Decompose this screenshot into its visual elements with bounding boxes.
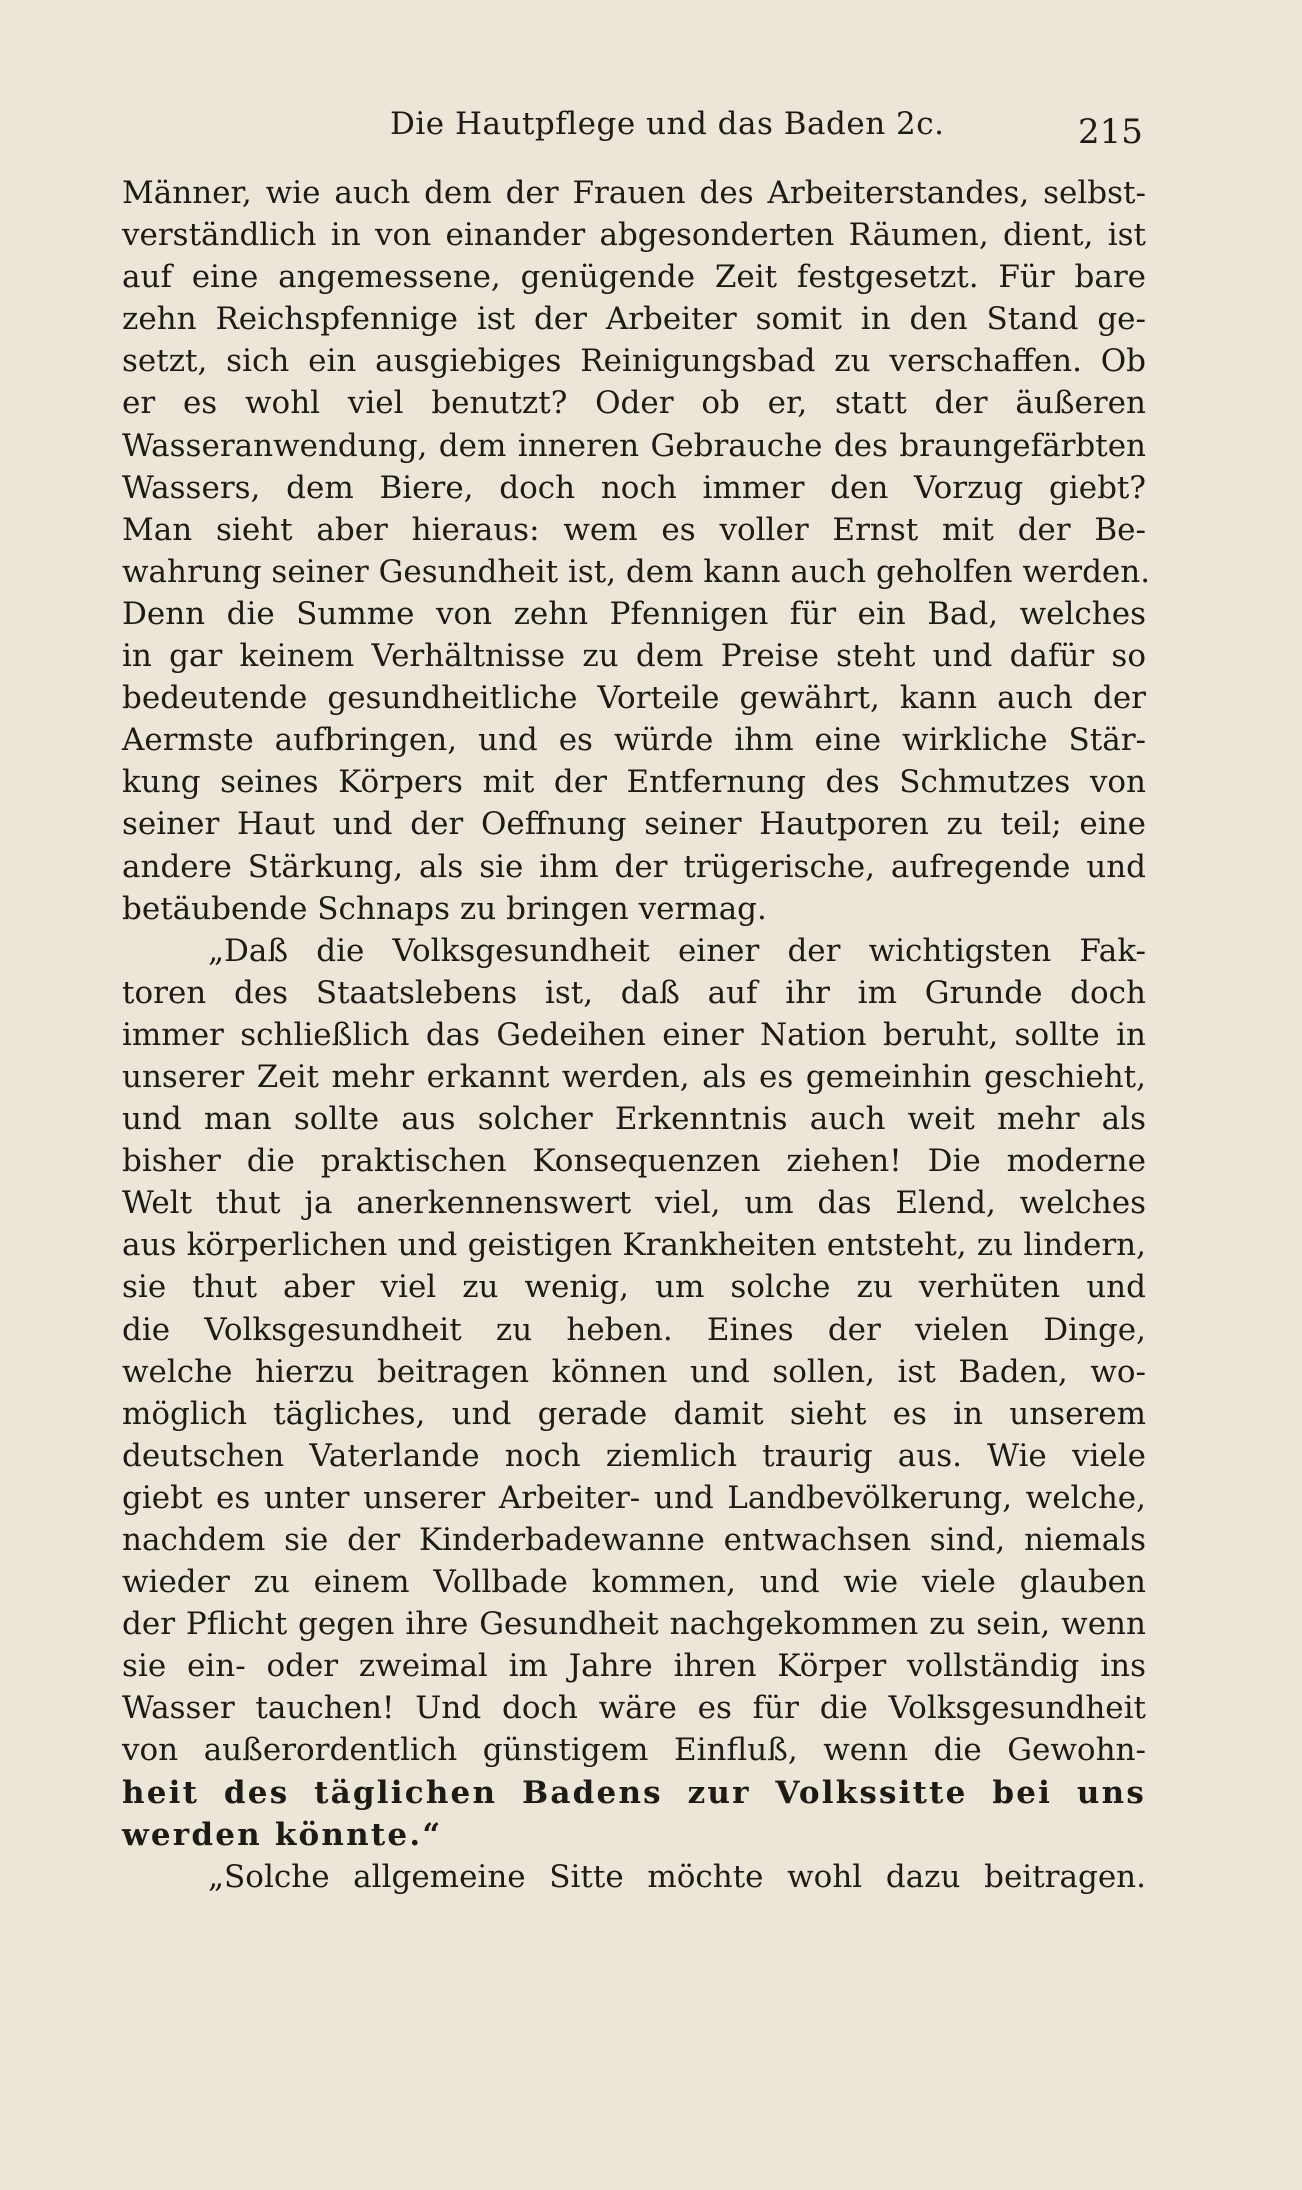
text-line: „Daß die Volksgesundheit einer der wichtigsten Fak- <box>208 932 1146 969</box>
text-line: möglich tägliches, und gerade damit sieht es in unserem <box>122 1395 1146 1432</box>
text-line: sie ein- oder zweimal im Jahre ihren Körper vollständig ins <box>122 1648 1146 1685</box>
text-line: setzt, sich ein ausgiebiges Reinigungsbad zu verschaffen. Ob <box>122 343 1146 380</box>
text-line: Denn die Summe von zehn Pfennigen für ein Bad, welches <box>122 595 1146 632</box>
text-line: Wasseranwendung, dem inneren Gebrauche des braungefärbten <box>122 427 1146 464</box>
text-line: die Volksgesundheit zu heben. Eines der vielen Dinge, <box>122 1311 1146 1348</box>
text-line: von außerordentlich günstigem Einfluß, wenn die Gewohn- <box>122 1732 1146 1769</box>
text-line: bisher die praktischen Konsequenzen ziehen! Die moderne <box>122 1143 1146 1180</box>
text-line: giebt es unter unserer Arbeiter- und Landbevölkerung, welche, <box>122 1479 1146 1516</box>
text-line: bedeutende gesundheitliche Vorteile gewährt, kann auch der <box>122 680 1146 717</box>
text-line: auf eine angemessene, genügende Zeit festgesetzt. Für bare <box>122 259 1146 296</box>
text-line: Welt thut ja anerkennenswert viel, um das Elend, welches <box>122 1185 1146 1222</box>
page-number: 215 <box>1078 112 1143 152</box>
text-line: nachdem sie der Kinderbadewanne entwachsen sind, niemals <box>122 1522 1146 1558</box>
text-line: aus körperlichen und geistigen Krankheiten entsteht, zu lindern, <box>122 1227 1146 1264</box>
text-line: kung seines Körpers mit der Entfernung des Schmutzes von <box>122 764 1146 801</box>
text-line: Wassers, dem Biere, doch noch immer den Vorzug giebt? <box>122 469 1146 506</box>
text-line: wahrung seiner Gesundheit ist, dem kann auch geholfen werden. <box>122 553 1151 590</box>
text-line: wieder zu einem Vollbade kommen, und wie viele glauben <box>122 1564 1146 1601</box>
text-line: seiner Haut und der Oeffnung seiner Hautporen zu teil; eine <box>122 806 1146 843</box>
text-line: der Pflicht gegen ihre Gesundheit nachgekommen zu sein, wenn <box>122 1606 1146 1643</box>
text-line: betäubende Schnaps zu bringen vermag. <box>122 890 767 927</box>
text-line: Man sieht aber hieraus: wem es voller Ernst mit der Be- <box>122 511 1146 548</box>
text-line: heit des täglichen Badens zur Volkssitte bei uns <box>122 1774 1146 1811</box>
body-text <box>122 172 1151 1898</box>
text-line: „Solche allgemeine Sitte möchte wohl dazu beitragen. <box>208 1858 1146 1895</box>
text-line: er es wohl viel benutzt? Oder ob er, statt der äußeren <box>122 385 1146 422</box>
text-line: verständlich in von einander abgesonderten Räumen, dient, ist <box>122 217 1146 254</box>
text-line: und man sollte aus solcher Erkenntnis auch weit mehr als <box>122 1101 1146 1138</box>
text-line: andere Stärkung, als sie ihm der trügerische, aufregende und <box>122 848 1146 885</box>
text-line: werden könnte.“ <box>122 1816 443 1853</box>
text-line: in gar keinem Verhältnisse zu dem Preise steht und dafür so <box>122 638 1146 675</box>
text-line: deutschen Vaterlande noch ziemlich traurig aus. Wie viele <box>122 1437 1146 1474</box>
text-line: immer schließlich das Gedeihen einer Nation beruht, sollte in <box>122 1016 1146 1053</box>
running-title: Die Hautpflege und das Baden 2c. <box>390 106 945 142</box>
text-line: unserer Zeit mehr erkannt werden, als es gemeinhin geschieht, <box>122 1058 1146 1095</box>
text-line: sie thut aber viel zu wenig, um solche zu verhüten und <box>122 1269 1146 1306</box>
text-line: Männer, wie auch dem der Frauen des Arbeiterstandes, selbst- <box>122 175 1146 211</box>
text-line: toren des Staatslebens ist, daß auf ihr im Grunde doch <box>122 974 1146 1011</box>
text-line: welche hierzu beitragen können und sollen, ist Baden, wo- <box>122 1353 1146 1390</box>
text-line: Wasser tauchen! Und doch wäre es für die Volksgesundheit <box>122 1690 1146 1727</box>
text-line: Aermste aufbringen, und es würde ihm eine wirkliche Stär- <box>122 722 1146 759</box>
text-line: zehn Reichspfennige ist der Arbeiter somit in den Stand ge- <box>122 301 1146 338</box>
